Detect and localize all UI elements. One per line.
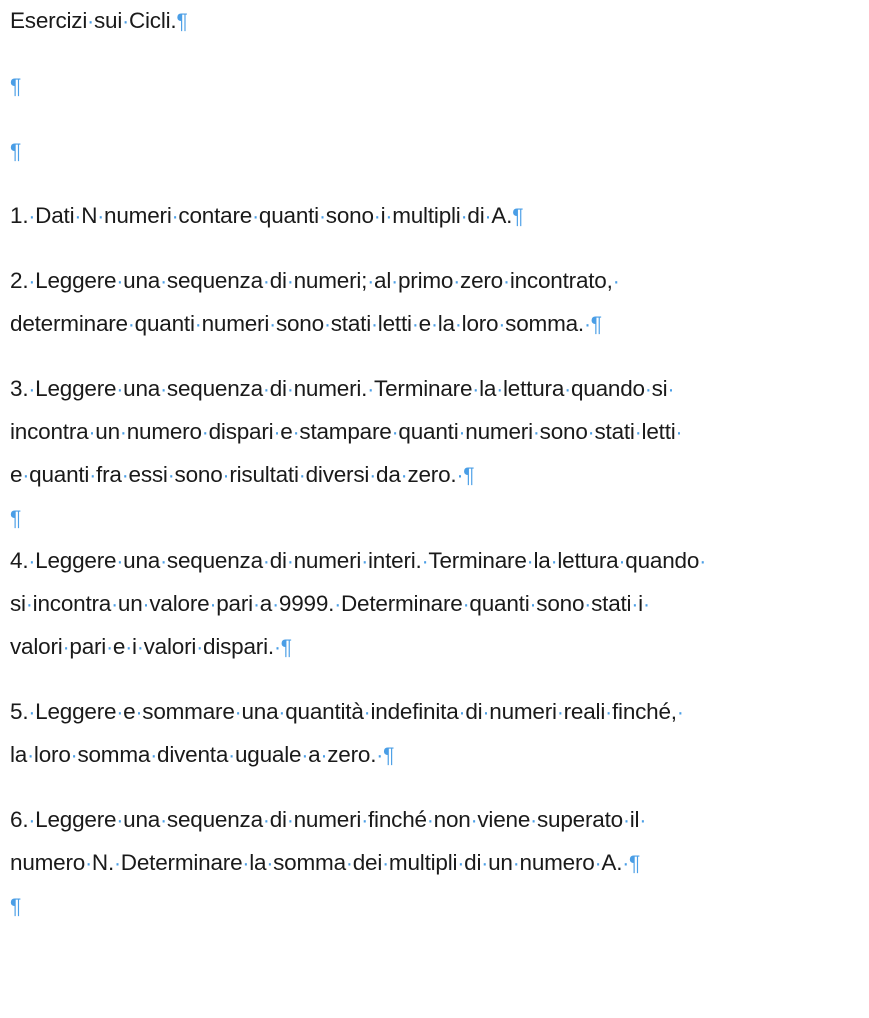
exercise-line: 4.·Leggere·una·sequenza·di·numeri·interi.·Terminare·la·lettura·quando· xyxy=(10,548,706,573)
space-mark: · xyxy=(160,378,167,401)
exercise-line: 3.·Leggere·una·sequenza·di·numeri.·Terminare·la·lettura·quando·si· xyxy=(10,376,675,401)
space-mark: · xyxy=(385,205,393,228)
space-mark: · xyxy=(116,809,124,832)
space-mark: · xyxy=(74,205,82,228)
document-title xyxy=(10,0,866,43)
space-mark: · xyxy=(119,421,127,444)
space-mark: · xyxy=(286,378,294,401)
space-mark: · xyxy=(196,636,203,659)
space-mark: · xyxy=(639,809,647,832)
space-mark: · xyxy=(262,550,270,573)
space-mark: · xyxy=(556,701,564,724)
space-mark: · xyxy=(532,421,540,444)
space-mark: · xyxy=(301,744,309,767)
space-mark: · xyxy=(631,593,639,616)
space-mark: · xyxy=(278,701,286,724)
space-mark: · xyxy=(472,378,480,401)
space-mark: · xyxy=(345,852,353,875)
space-mark: · xyxy=(262,378,270,401)
space-mark: · xyxy=(28,378,36,401)
space-mark: · xyxy=(462,593,470,616)
exercise-line: 6.·Leggere·una·sequenza·di·numeri·finché·non·viene·superato·il· xyxy=(10,807,647,832)
exercise-3 xyxy=(10,368,866,497)
space-mark: · xyxy=(699,550,706,573)
space-mark: · xyxy=(266,852,274,875)
space-mark: · xyxy=(675,421,683,444)
space-mark: · xyxy=(88,421,96,444)
space-mark: · xyxy=(106,636,113,659)
space-mark: · xyxy=(228,744,235,767)
space-mark: · xyxy=(116,378,124,401)
space-mark: · xyxy=(676,701,684,724)
space-mark: · xyxy=(318,205,326,228)
space-mark: · xyxy=(121,464,129,487)
space-mark: · xyxy=(97,205,105,228)
space-mark: · xyxy=(292,421,300,444)
space-mark: · xyxy=(269,313,276,336)
space-mark: · xyxy=(167,464,175,487)
space-mark: · xyxy=(512,852,520,875)
space-mark: · xyxy=(334,593,341,616)
space-mark: · xyxy=(85,852,92,875)
exercise-line: determinare·quanti·numeri·sono·stati·letti·e·la·loro·somma.·¶ xyxy=(10,311,602,336)
space-mark: · xyxy=(605,701,612,724)
exercise-2 xyxy=(10,260,866,346)
space-mark: · xyxy=(222,464,230,487)
space-mark: · xyxy=(367,270,375,293)
exercise-line: numero·N.·Determinare·la·somma·dei·multipli·di·un·numero·A.·¶ xyxy=(10,850,641,875)
space-mark: · xyxy=(320,744,328,767)
space-mark: · xyxy=(286,270,294,293)
space-mark: · xyxy=(526,550,534,573)
space-mark: · xyxy=(116,270,124,293)
exercise-line: 5.·Leggere·e·sommare·una·quantità·indefinita·di·numeri·reali·finché,· xyxy=(10,699,684,724)
space-mark: · xyxy=(28,270,36,293)
space-mark: · xyxy=(458,421,466,444)
pilcrow-mark: ¶ xyxy=(512,205,524,228)
space-mark: · xyxy=(426,809,434,832)
space-mark: · xyxy=(371,313,378,336)
empty-paragraph xyxy=(10,130,866,173)
space-mark: · xyxy=(111,593,118,616)
space-mark: · xyxy=(28,701,36,724)
space-mark: · xyxy=(470,809,478,832)
pilcrow-mark: ¶ xyxy=(590,313,602,336)
space-mark: · xyxy=(382,852,389,875)
space-mark: · xyxy=(252,593,260,616)
space-mark: · xyxy=(361,550,368,573)
exercise-line: 1.·Dati·N·numeri·contare·quanti·sono·i·multipli·di·A.¶ xyxy=(10,203,524,228)
space-mark: · xyxy=(361,809,368,832)
space-mark: · xyxy=(135,701,143,724)
pilcrow-mark: ¶ xyxy=(280,636,292,659)
exercise-1 xyxy=(10,195,866,238)
space-mark: · xyxy=(114,852,121,875)
space-mark: · xyxy=(458,701,466,724)
space-mark: · xyxy=(160,809,167,832)
space-mark: · xyxy=(498,313,506,336)
exercise-line: e·quanti·fra·essi·sono·risultati·diversi·da·zero.·¶ xyxy=(10,462,475,487)
exercise-line: valori·pari·e·i·valori·dispari.·¶ xyxy=(10,634,292,659)
pilcrow-mark: ¶ xyxy=(383,744,395,767)
space-mark: · xyxy=(194,313,202,336)
space-mark: · xyxy=(391,421,399,444)
space-mark: · xyxy=(454,313,462,336)
space-mark: · xyxy=(529,593,537,616)
space-mark: · xyxy=(453,270,461,293)
space-mark: · xyxy=(644,378,652,401)
space-mark: · xyxy=(286,550,294,573)
space-mark: · xyxy=(272,593,279,616)
space-mark: · xyxy=(201,421,209,444)
space-mark: · xyxy=(262,270,270,293)
space-mark: · xyxy=(252,205,259,228)
space-mark: · xyxy=(421,550,429,573)
space-mark: · xyxy=(622,852,630,875)
space-mark: · xyxy=(28,205,36,228)
exercise-line: incontra·un·numero·dispari·e·stampare·quanti·numeri·sono·stati·letti· xyxy=(10,419,683,444)
space-mark: · xyxy=(262,809,270,832)
space-mark: · xyxy=(171,205,179,228)
space-mark: · xyxy=(234,701,242,724)
space-mark: · xyxy=(62,636,70,659)
space-mark: · xyxy=(70,744,78,767)
space-mark: · xyxy=(481,852,489,875)
pilcrow-mark: ¶ xyxy=(629,852,641,875)
space-mark: · xyxy=(400,464,408,487)
space-mark: · xyxy=(89,464,97,487)
space-mark: · xyxy=(373,205,381,228)
space-mark: · xyxy=(122,10,129,33)
space-mark: · xyxy=(150,744,157,767)
exercise-line: la·loro·somma·diventa·uguale·a·zero.·¶ xyxy=(10,742,395,767)
space-mark: · xyxy=(457,852,465,875)
space-mark: · xyxy=(242,852,250,875)
space-mark: · xyxy=(22,464,30,487)
pilcrow-mark: ¶ xyxy=(176,10,188,33)
space-mark: · xyxy=(460,205,468,228)
space-mark: · xyxy=(584,593,592,616)
exercise-6 xyxy=(10,799,866,885)
space-mark: · xyxy=(160,550,167,573)
space-mark: · xyxy=(376,744,384,767)
space-mark: · xyxy=(136,636,144,659)
document-page[interactable] xyxy=(10,0,866,928)
exercise-5 xyxy=(10,691,866,777)
space-mark: · xyxy=(642,593,650,616)
space-mark: · xyxy=(587,421,595,444)
space-mark: · xyxy=(28,809,36,832)
space-mark: · xyxy=(622,809,630,832)
exercise-line: si·incontra·un·valore·pari·a·9999.·Determinare·quanti·sono·stati·i· xyxy=(10,591,650,616)
space-mark: · xyxy=(116,701,124,724)
space-mark: · xyxy=(391,270,398,293)
exercise-line: 2.·Leggere·una·sequenza·di·numeri;·al·primo·zero·incontrato,· xyxy=(10,268,620,293)
space-mark: · xyxy=(323,313,331,336)
space-mark: · xyxy=(127,313,135,336)
space-mark: · xyxy=(550,550,558,573)
pilcrow-mark: ¶ xyxy=(10,507,22,530)
pilcrow-mark: ¶ xyxy=(10,895,22,918)
space-mark: · xyxy=(530,809,537,832)
space-mark: · xyxy=(116,550,124,573)
space-mark: · xyxy=(411,313,419,336)
space-mark: · xyxy=(160,270,167,293)
space-mark: · xyxy=(87,10,94,33)
space-mark: · xyxy=(125,636,133,659)
title-text: Esercizi·sui·Cicli. xyxy=(10,8,177,33)
space-mark: · xyxy=(298,464,306,487)
space-mark: · xyxy=(363,701,371,724)
pilcrow-mark: ¶ xyxy=(10,140,22,163)
space-mark: · xyxy=(367,378,375,401)
space-mark: · xyxy=(584,313,591,336)
space-mark: · xyxy=(612,270,620,293)
space-mark: · xyxy=(25,593,33,616)
pilcrow-mark: ¶ xyxy=(463,464,475,487)
space-mark: · xyxy=(209,593,217,616)
empty-paragraph xyxy=(10,65,866,108)
space-mark: · xyxy=(142,593,150,616)
empty-paragraph xyxy=(10,497,866,540)
space-mark: · xyxy=(27,744,34,767)
space-mark: · xyxy=(503,270,510,293)
space-mark: · xyxy=(594,852,602,875)
space-mark: · xyxy=(618,550,626,573)
space-mark: · xyxy=(273,636,281,659)
space-mark: · xyxy=(496,378,503,401)
space-mark: · xyxy=(273,421,281,444)
pilcrow-mark: ¶ xyxy=(10,75,22,98)
space-mark: · xyxy=(456,464,464,487)
empty-paragraph xyxy=(10,885,866,928)
space-mark: · xyxy=(369,464,376,487)
space-mark: · xyxy=(430,313,438,336)
space-mark: · xyxy=(286,809,294,832)
space-mark: · xyxy=(634,421,642,444)
space-mark: · xyxy=(28,550,36,573)
space-mark: · xyxy=(564,378,571,401)
exercise-4 xyxy=(10,540,866,669)
space-mark: · xyxy=(484,205,492,228)
space-mark: · xyxy=(482,701,490,724)
space-mark: · xyxy=(667,378,675,401)
